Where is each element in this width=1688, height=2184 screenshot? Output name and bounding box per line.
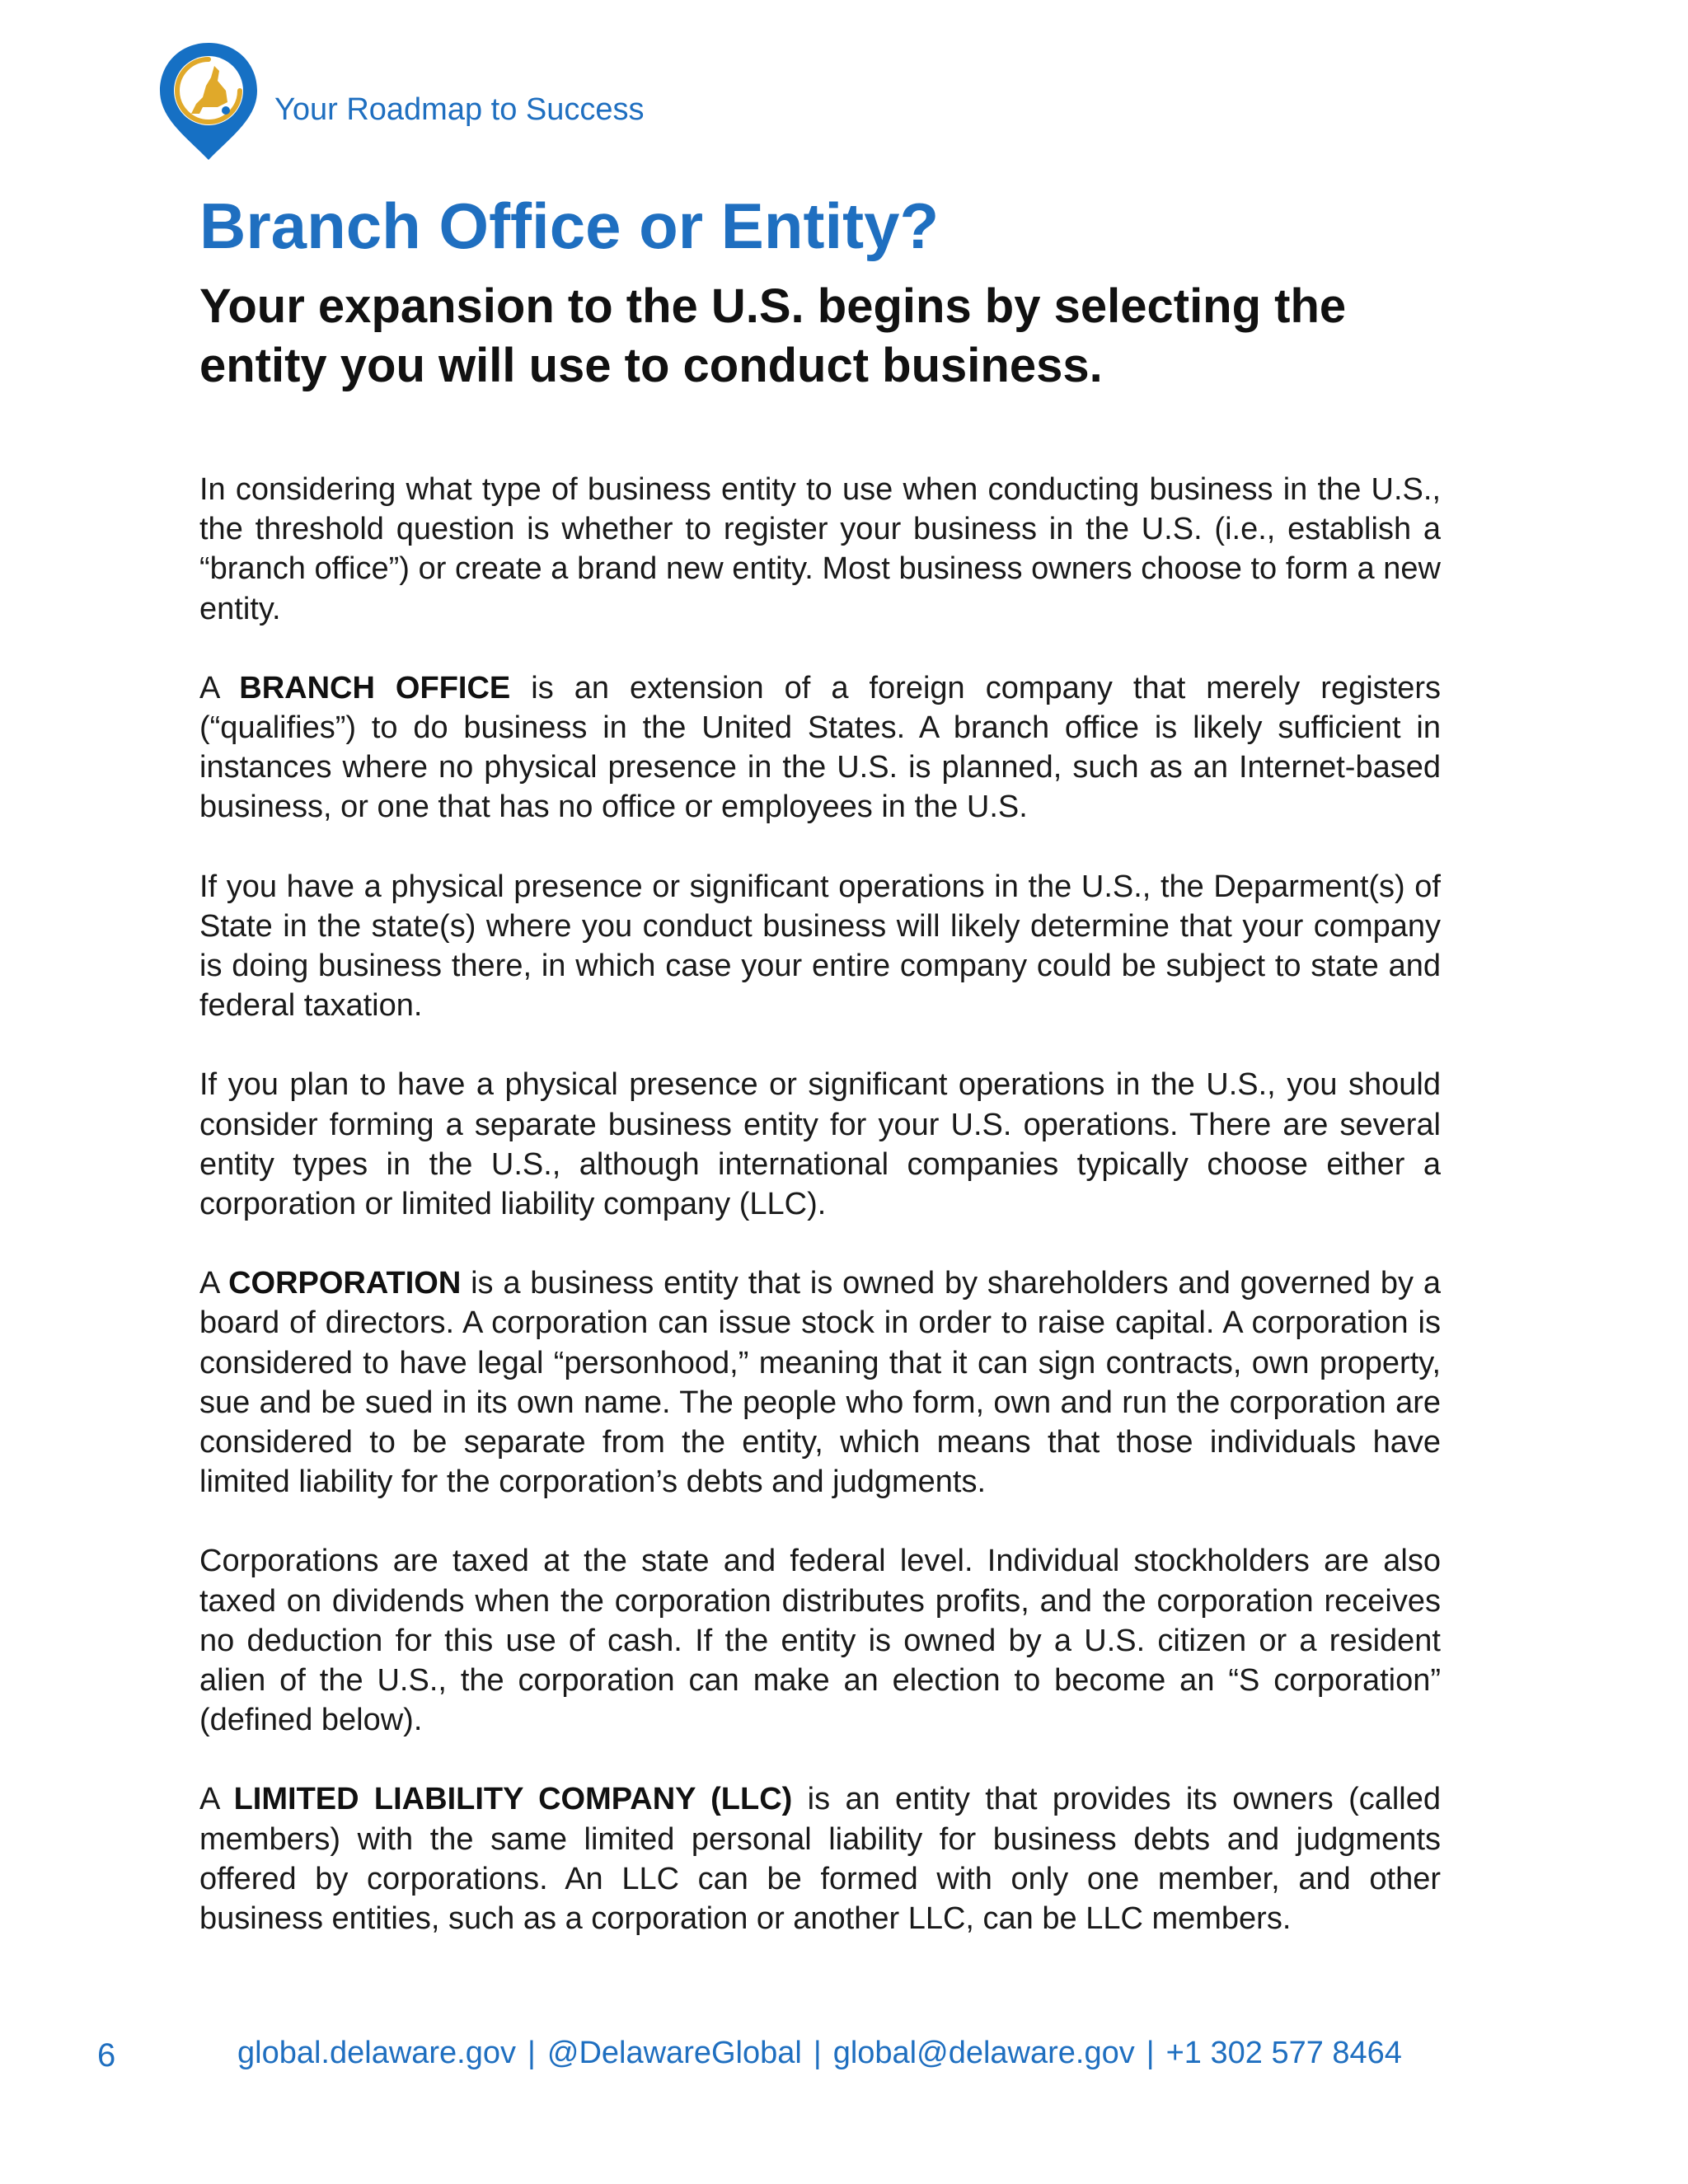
paragraph-branch-office (199, 668, 1441, 827)
paragraph-physical-presence: If you have a physical presence or significant operations in the U.S., the Deparment(s) of State in the state(s) where you conduct business will likely determine that your company is doing business there, in which case your entire company could be subject to state and federal taxation. (199, 869, 1441, 1024)
paragraph-body: is an extension of a foreign company that merely registers (“qualifies”) to do business in the United States. A branch office is likely sufficient in instances where no physical presence in the U.S. is planned, such as an Internet-based business, or one that has no office or employees in the U.S. (199, 670, 1442, 825)
footer-social-handle[interactable]: @DelawareGlobal (546, 2036, 802, 2070)
term-corporation: CORPORATION (228, 1266, 462, 1301)
paragraph-intro: In considering what type of business entity to use when conducting business in the U.S., the threshold question is whether to register your business in the U.S. (i.e., establish a “branch office”) or create a brand new entity. Most business owners choose to form a new entity. (199, 472, 1441, 626)
footer-website-link[interactable]: global.delaware.gov (237, 2036, 517, 2070)
paragraph-separate-entity: If you plan to have a physical presence or significant operations in the U.S., you should consider forming a separate business entity for your U.S. operations. There are several entity types in the U.S., although international companies typically choose either a corporation or limited liability company (LLC). (199, 1067, 1441, 1222)
header-tagline: Your Roadmap to Success (274, 92, 645, 127)
body-text (199, 470, 1441, 1978)
footer-phone[interactable]: +1 302 577 8464 (1165, 2036, 1402, 2070)
location-pin-delaware-icon (157, 40, 260, 163)
paragraph-prefix: A (199, 1782, 234, 1817)
paragraph-body: is a business entity that is owned by shareholders and governed by a board of directors. A corporation can issue stock in order to raise capital. A corporation is considered to have legal “personhood,” meaning that it can sign contracts, own property, sue and be sued in its own name. The people who form, own and run the corporation are considered to be separate from the entity, which means that those individuals have limited liability for the corporation’s debts and judgments. (199, 1266, 1441, 1500)
paragraph-llc (199, 1779, 1441, 1938)
page-title: Branch Office or Entity? (199, 190, 940, 262)
term-branch-office: BRANCH OFFICE (239, 670, 511, 705)
paragraph-corporation (199, 1263, 1441, 1502)
footer-separator: | (813, 2036, 822, 2070)
paragraph-corporation-taxes: Corporations are taxed at the state and federal level. Individual stockholders are also taxed on dividends when the corporation distributes profits, and the corporation receives no deduction for this use of cash. If the entity is owned by a U.S. citizen or a resident alien of the U.S., the corporation can make an election to become an “S corporation” (defined below). (199, 1544, 1441, 1738)
page-subtitle: Your expansion to the U.S. begins by selecting the entity you will use to conduct business. (199, 279, 1347, 392)
page-number: 6 (97, 2037, 116, 2074)
term-llc: LIMITED LIABILITY COMPANY (LLC) (233, 1782, 793, 1817)
footer-separator: | (1146, 2036, 1155, 2070)
paragraph-prefix: A (199, 1266, 229, 1301)
footer-email-link[interactable]: global@delaware.gov (832, 2036, 1135, 2070)
paragraph-body: is an entity that provides its owners (called members) with the same limited personal liability for business debts and judgments offered by corporations. An LLC can be formed with only one member, and other business entities, such as a corporation or another LLC, can be LLC members. (199, 1782, 1442, 1937)
footer-separator: | (528, 2036, 536, 2070)
paragraph-prefix: A (199, 670, 240, 705)
footer-contacts (237, 2036, 1402, 2071)
